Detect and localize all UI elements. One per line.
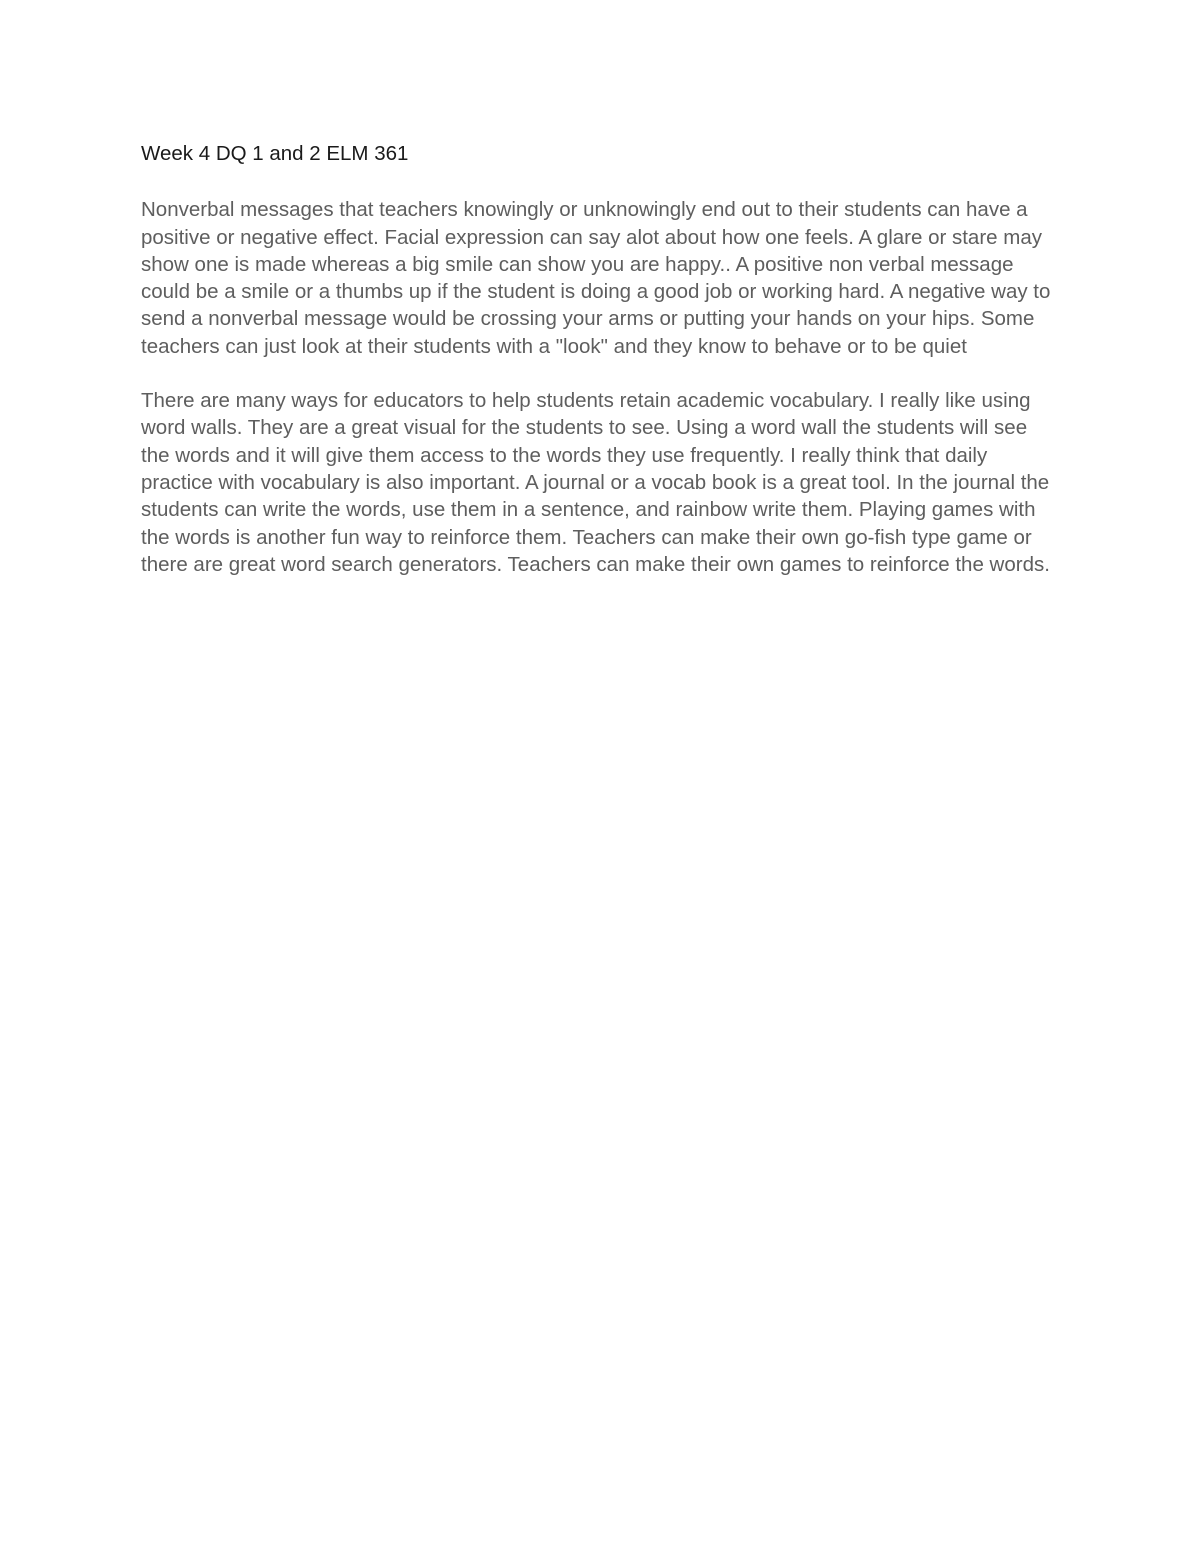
paragraph-line: could be a smile or a thumbs up if the student is doing a good job or working hard. A negative way to: [141, 280, 1051, 304]
paragraph-line: send a nonverbal message would be crossing your arms or putting your hands on your hips. Some: [141, 307, 1035, 331]
paragraph-line: There are many ways for educators to help students retain academic vocabulary. I really like using: [141, 389, 1031, 413]
paragraph-nonverbal-messages: [141, 196, 1066, 360]
paragraph-line: positive or negative effect. Facial expression can say alot about how one feels. A glare or stare may: [141, 225, 1042, 249]
paragraph-line: students can write the words, use them in a sentence, and rainbow write them. Playing games with: [141, 498, 1036, 522]
paragraph-line: there are great word search generators. Teachers can make their own games to reinforce the words.: [141, 552, 1050, 576]
paragraph-line: show one is made whereas a big smile can show you are happy.. A positive non verbal message: [141, 252, 1014, 276]
paragraph-line: word walls. They are a great visual for the students to see. Using a word wall the students will see: [141, 416, 1028, 440]
document-title: Week 4 DQ 1 and 2 ELM 361: [141, 142, 409, 165]
paragraph-line: Nonverbal messages that teachers knowingly or unknowingly end out to their students can have a: [141, 198, 1028, 222]
paragraph-line: the words and it will give them access to the words they use frequently. I really think that daily: [141, 443, 988, 467]
document-body: [141, 140, 1066, 605]
paragraph-line: the words is another fun way to reinforce them. Teachers can make their own go-fish type game or: [141, 525, 1032, 549]
paragraph-line: practice with vocabulary is also important. A journal or a vocab book is a great tool. In the journal the: [141, 470, 1050, 494]
paragraph-academic-vocabulary: [141, 387, 1066, 578]
paragraph-line: teachers can just look at their students with a "look" and they know to behave or to be quiet: [141, 334, 967, 358]
